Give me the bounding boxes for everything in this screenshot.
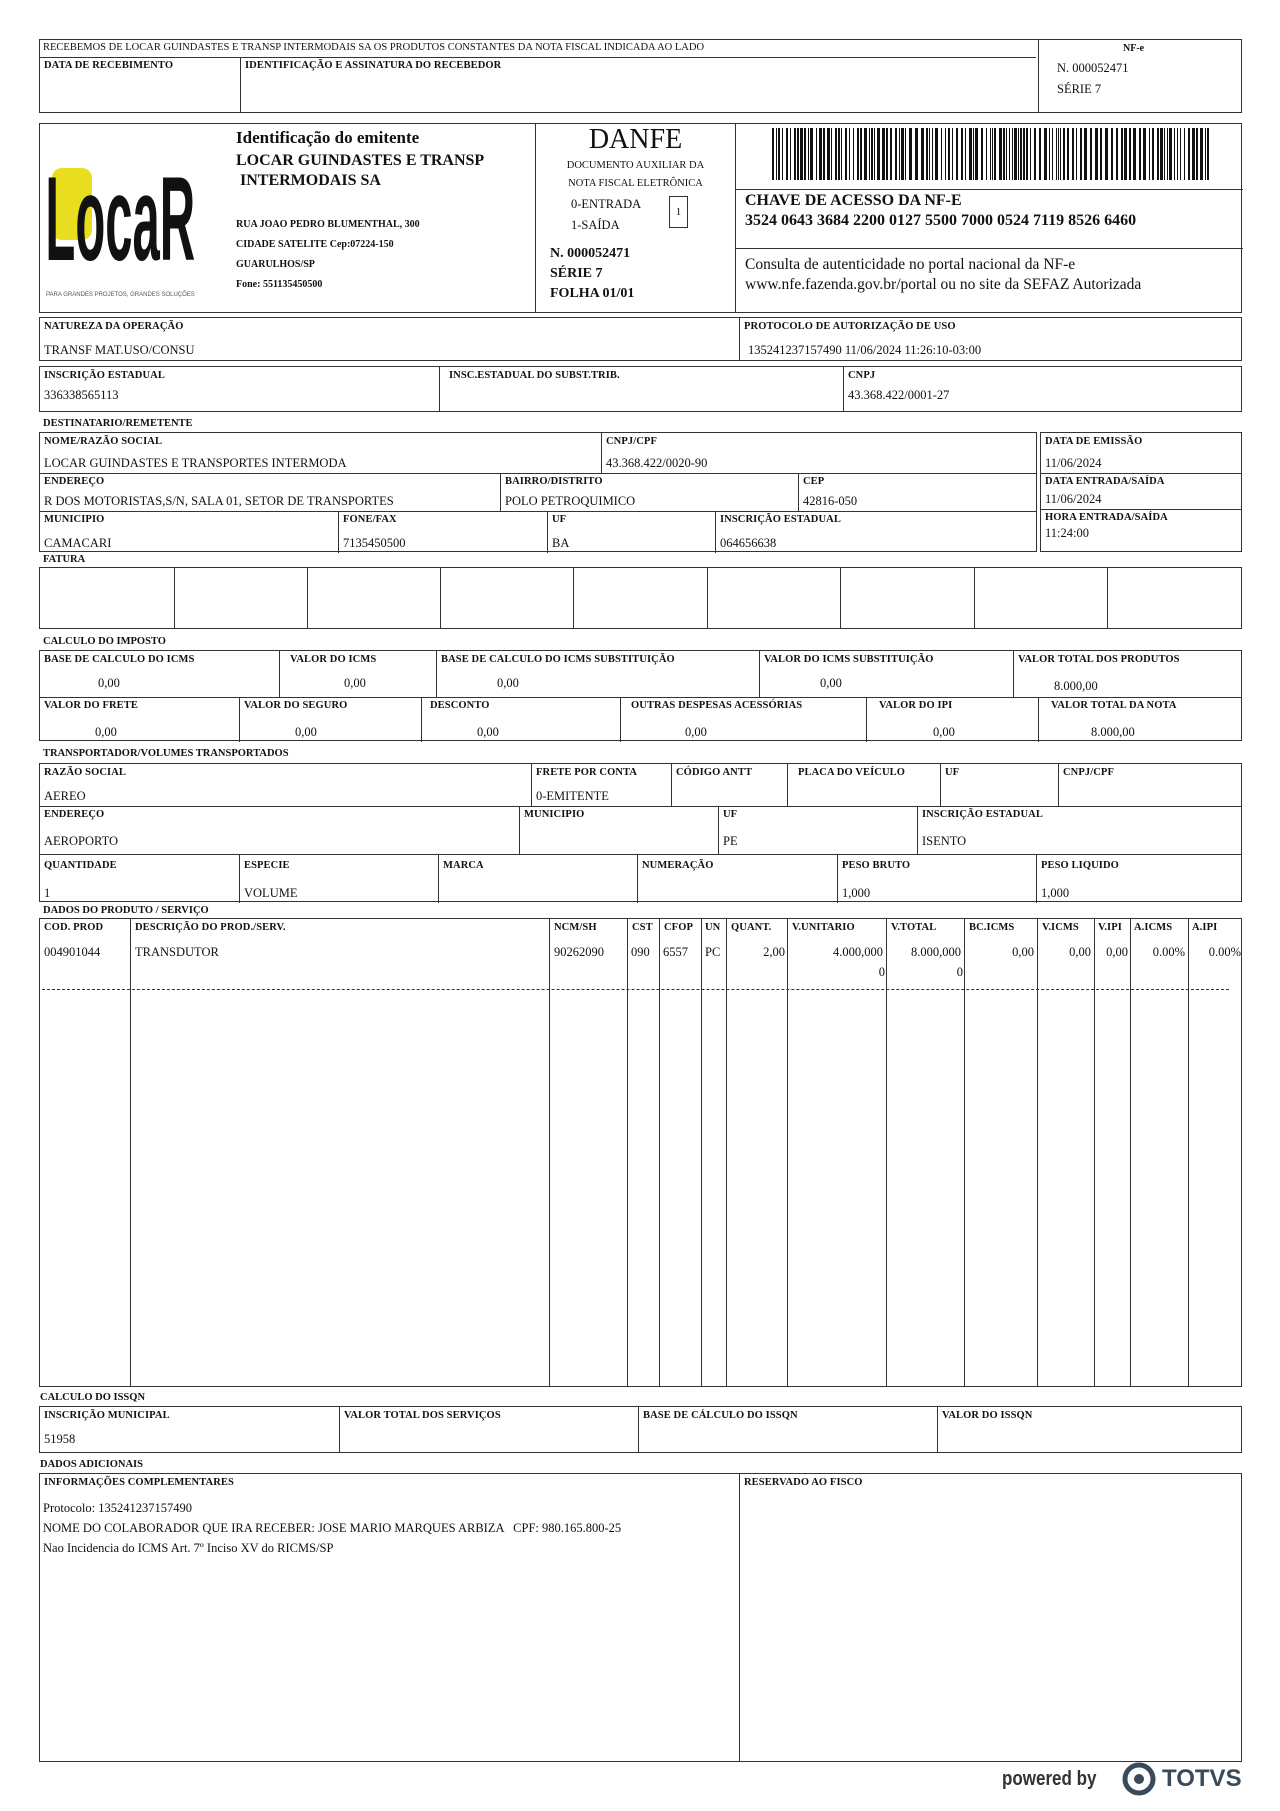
stub-serie: SÉRIE 7 [1057,82,1102,96]
cell-vunitario-wrap: 0 [878,965,885,979]
cell-un: PC [705,945,721,959]
imp-frete-label: VALOR DO FRETE [44,700,138,711]
imp-icms-st-label: VALOR DO ICMS SUBSTITUIÇÃO [764,654,934,665]
transp-frete-label: FRETE POR CONTA [536,767,638,778]
emitente-name-2: INTERMODAIS SA [240,172,381,189]
transp-ie-label: INSCRIÇÃO ESTADUAL [922,809,1043,820]
totvs-brand: TOTVS [1162,1765,1242,1792]
transportador-section: TRANSPORTADOR/VOLUMES TRANSPORTADOS [43,748,289,759]
danfe-folha: FOLHA 01/01 [550,286,635,301]
transp-frete-value: 0-EMITENTE [536,789,609,803]
barcode-icon [772,128,1212,180]
cell-cst: 090 [631,945,650,959]
stub-nfe-label: NF-e [1123,43,1145,54]
transp-especie-label: ESPECIE [244,860,290,871]
locar-logo-icon [44,132,200,292]
produtos-section: DADOS DO PRODUTO / SERVIÇO [43,905,209,916]
imp-total-prod-label: VALOR TOTAL DOS PRODUTOS [1018,654,1180,665]
natureza-label: NATUREZA DA OPERAÇÃO [44,321,184,332]
issqn-im-label: INSCRIÇÃO MUNICIPAL [44,1410,170,1421]
info-line-3: Nao Incidencia do ICMS Art. 7º Inciso XV do RICMS/SP [43,1541,334,1555]
protocolo-label: PROTOCOLO DE AUTORIZAÇÃO DE USO [744,321,956,332]
header-block [39,123,1242,313]
cell-vipi: 0,00 [1106,945,1128,959]
emitente-heading: Identificação do emitente [236,128,420,147]
destinatario-section: DESTINATARIO/REMETENTE [43,418,193,429]
transp-cnpj-label: CNPJ/CPF [1063,767,1114,778]
imp-ipi-label: VALOR DO IPI [879,700,953,711]
transp-liquido-value: 1,000 [1041,886,1070,900]
cnpj-label: CNPJ [848,370,876,381]
danfe-sub-2: NOTA FISCAL ELETRÔNICA [568,178,703,189]
imp-outras-value: 0,00 [685,725,707,739]
dest-cnpj-value: 43.368.422/0020-90 [606,456,708,470]
consulta-line-1: Consulta de autenticidade no portal nacional da NF-e [745,256,1076,273]
dest-ie-label: INSCRIÇÃO ESTADUAL [720,514,841,525]
cell-vunitario: 4.000,000 [833,945,883,959]
emitente-name-1: LOCAR GUINDASTES E TRANSP [236,152,485,169]
transp-uf2-value: PE [723,834,738,848]
imp-total-nota-value: 8.000,00 [1091,725,1135,739]
transp-endereco-label: ENDEREÇO [44,809,105,820]
dest-fone-value: 7135450500 [343,536,406,550]
transp-ie-value: ISENTO [922,834,967,848]
transp-uf2-label: UF [723,809,738,820]
cell-ncm: 90262090 [554,945,604,959]
hora-label: HORA ENTRADA/SAÍDA [1045,512,1168,523]
issqn-servicos-label: VALOR TOTAL DOS SERVIÇOS [344,1410,501,1421]
cell-vicms: 0,00 [1069,945,1091,959]
col-aipi: A.IPI [1192,922,1218,933]
dest-cep-label: CEP [803,476,825,487]
consulta-line-2: www.nfe.fazenda.gov.br/portal ou no site da SEFAZ Autorizada [745,276,1142,293]
imp-icms-st-value: 0,00 [820,676,842,690]
imp-seguro-value: 0,00 [295,725,317,739]
chave-label: CHAVE DE ACESSO DA NF-E [745,192,962,209]
dest-nome-label: NOME/RAZÃO SOCIAL [44,436,163,447]
hora-value: 11:24:00 [1045,526,1089,540]
transp-qtd-label: QUANTIDADE [44,860,117,871]
fisco-label: RESERVADO AO FISCO [744,1477,863,1488]
entrada-value: 11/06/2024 [1045,492,1102,506]
col-cst: CST [632,922,653,933]
transp-bruto-label: PESO BRUTO [842,860,911,871]
entrada-label: DATA ENTRADA/SAÍDA [1045,476,1165,487]
col-cod-prod: COD. PROD [44,922,104,933]
cell-aicms: 0.00% [1152,945,1185,959]
transp-endereco-value: AEROPORTO [44,834,119,848]
transp-liquido-label: PESO LIQUIDO [1041,860,1119,871]
col-vunitario: V.UNITARIO [792,922,855,933]
stub-number: N. 000052471 [1057,61,1129,75]
svg-text:LocaR: LocaR [45,152,196,287]
cell-vtotal-wrap: 0 [956,965,963,979]
col-vtotal: V.TOTAL [891,922,937,933]
receipt-signature-label: IDENTIFICAÇÃO E ASSINATURA DO RECEBEDOR [245,60,502,71]
transp-municipio-label: MUNICIPIO [524,809,585,820]
dest-ie-value: 064656638 [720,536,777,550]
ie-value: 336338565113 [44,388,119,402]
dest-bairro-value: POLO PETROQUIMICO [505,494,636,508]
natureza-value: TRANSF MAT.USO/CONSU [44,343,195,357]
cell-aipi: 0.00% [1208,945,1241,959]
cell-bcicms: 0,00 [1012,945,1034,959]
fatura-section: FATURA [43,554,86,565]
danfe-entrada: 0-ENTRADA [571,197,642,211]
natureza-row [39,317,1242,361]
danfe-serie: SÉRIE 7 [550,266,603,281]
dest-uf-label: UF [552,514,567,525]
chave-value: 3524 0643 3684 2200 0127 5500 7000 0524 7119 8526 6460 [745,212,1137,229]
imp-total-prod-value: 8.000,00 [1054,679,1098,693]
destinatario-block [39,432,1037,552]
issqn-section: CALCULO DO ISSQN [40,1392,146,1403]
col-aicms: A.ICMS [1134,922,1173,933]
issqn-valor-label: VALOR DO ISSQN [942,1410,1033,1421]
dest-municipio-label: MUNICIPIO [44,514,105,525]
imp-icms-value: 0,00 [344,676,366,690]
emitente-logo [44,132,200,300]
danfe-sub-1: DOCUMENTO AUXILIAR DA [566,160,705,171]
fatura-block [39,567,1242,629]
imp-total-nota-label: VALOR TOTAL DA NOTA [1051,700,1177,711]
imp-seguro-label: VALOR DO SEGURO [244,700,348,711]
transp-marca-label: MARCA [443,860,484,871]
dest-bairro-label: BAIRRO/DISTRITO [505,476,603,487]
imposto-block [39,650,1242,741]
emitente-city-cep: CIDADE SATELITE Cep:07224-150 [236,239,394,250]
receipt-stub [39,39,1242,113]
ie-st-label: INSC.ESTADUAL DO SUBST.TRIB. [449,370,620,381]
imp-icms-label: VALOR DO ICMS [290,654,377,665]
imp-desconto-label: DESCONTO [430,700,490,711]
col-vipi: V.IPI [1098,922,1122,933]
emitente-address: RUA JOAO PEDRO BLUMENTHAL, 300 [236,219,420,230]
dest-fone-label: FONE/FAX [343,514,397,525]
cell-vtotal: 8.000,000 [911,945,961,959]
info-line-2: NOME DO COLABORADOR QUE IRA RECEBER: JOSE MARIO MARQUES ARBIZA CPF: 980.165.800-25 [43,1521,622,1535]
danfe-saida: 1-SAÍDA [571,218,620,232]
cell-cod-prod: 004901044 [44,945,101,959]
col-cfop: CFOP [664,922,693,933]
col-un: UN [705,922,721,933]
transportador-block [39,763,1242,902]
produtos-table [39,918,1242,1387]
cnpj-value: 43.368.422/0001-27 [848,388,950,402]
transp-numeracao-label: NUMERAÇÃO [642,860,714,871]
col-descricao: DESCRIÇÃO DO PROD./SERV. [135,922,286,933]
issqn-base-label: BASE DE CÁLCULO DO ISSQN [643,1410,798,1421]
imp-frete-value: 0,00 [95,725,117,739]
imp-bc-icms-value: 0,00 [98,676,120,690]
imp-bc-icms-label: BASE DE CALCULO DO ICMS [44,654,195,665]
issqn-im-value: 51958 [44,1432,76,1446]
transp-especie-value: VOLUME [244,886,298,900]
emissao-label: DATA DE EMISSÃO [1045,436,1143,447]
imp-bc-st-value: 0,00 [497,676,519,690]
col-quant: QUANT. [731,922,772,933]
col-bcicms: BC.ICMS [969,922,1015,933]
dest-cep-value: 42816-050 [803,494,858,508]
dest-municipio-value: CAMACARI [44,536,112,550]
receipt-date-label: DATA DE RECEBIMENTO [44,60,174,71]
imp-ipi-value: 0,00 [933,725,955,739]
transp-razao-value: AEREO [44,789,86,803]
adicionais-section: DADOS ADICIONAIS [40,1459,143,1470]
transp-razao-label: RAZÃO SOCIAL [44,767,127,778]
imp-outras-label: OUTRAS DESPESAS ACESSÓRIAS [631,700,803,711]
transp-qtd-value: 1 [44,886,51,900]
cell-cfop: 6557 [663,945,688,959]
cell-descricao: TRANSDUTOR [135,945,219,959]
adicionais-block [39,1473,1242,1762]
info-line-1: Protocolo: 135241237157490 [43,1501,192,1515]
receipt-statement: RECEBEMOS DE LOCAR GUINDASTES E TRANSP INTERMODAIS SA OS PRODUTOS CONSTANTES DA NOTA FISCAL INDICADA AO LADO [43,42,705,53]
danfe-title: DANFE [588,124,683,155]
imp-bc-st-label: BASE DE CALCULO DO ICMS SUBSTITUIÇÃO [441,654,675,665]
transp-bruto-value: 1,000 [842,886,871,900]
emissao-value: 11/06/2024 [1045,456,1102,470]
cell-quant: 2,00 [763,945,785,959]
info-complementar-label: INFORMAÇÕES COMPLEMENTARES [44,1477,234,1488]
dest-endereco-value: R DOS MOTORISTAS,S/N, SALA 01, SETOR DE TRANSPORTES [44,494,394,508]
emitente-phone: Fone: 551135450500 [236,279,323,290]
dest-uf-value: BA [552,536,570,550]
protocolo-value: 135241237157490 11/06/2024 11:26:10-03:00 [748,343,982,357]
issqn-block [39,1406,1242,1453]
col-vicms: V.ICMS [1042,922,1079,933]
totvs-logo-icon [1122,1762,1156,1796]
transp-uf-label: UF [945,767,960,778]
row-separator [42,989,1229,990]
dest-cnpj-label: CNPJ/CPF [606,436,657,447]
ie-label: INSCRIÇÃO ESTADUAL [44,370,165,381]
transp-antt-label: CÓDIGO ANTT [676,767,753,778]
logo-tagline: PARA GRANDES PROJETOS, GRANDES SOLUÇÕES [46,292,195,298]
inscricao-row [39,366,1242,412]
dest-endereco-label: ENDEREÇO [44,476,105,487]
imposto-section: CALCULO DO IMPOSTO [43,636,166,647]
dates-block [1040,432,1242,552]
col-ncm: NCM/SH [554,922,597,933]
imp-desconto-value: 0,00 [477,725,499,739]
transp-placa-label: PLACA DO VEÍCULO [798,767,906,778]
danfe-number: N. 000052471 [550,246,631,261]
powered-by-text: powered by [1002,1768,1097,1790]
emitente-city-uf: GUARULHOS/SP [236,259,315,270]
dest-nome-value: LOCAR GUINDASTES E TRANSPORTES INTERMODA [44,456,347,470]
danfe-tipo-box: 1 [669,196,688,228]
